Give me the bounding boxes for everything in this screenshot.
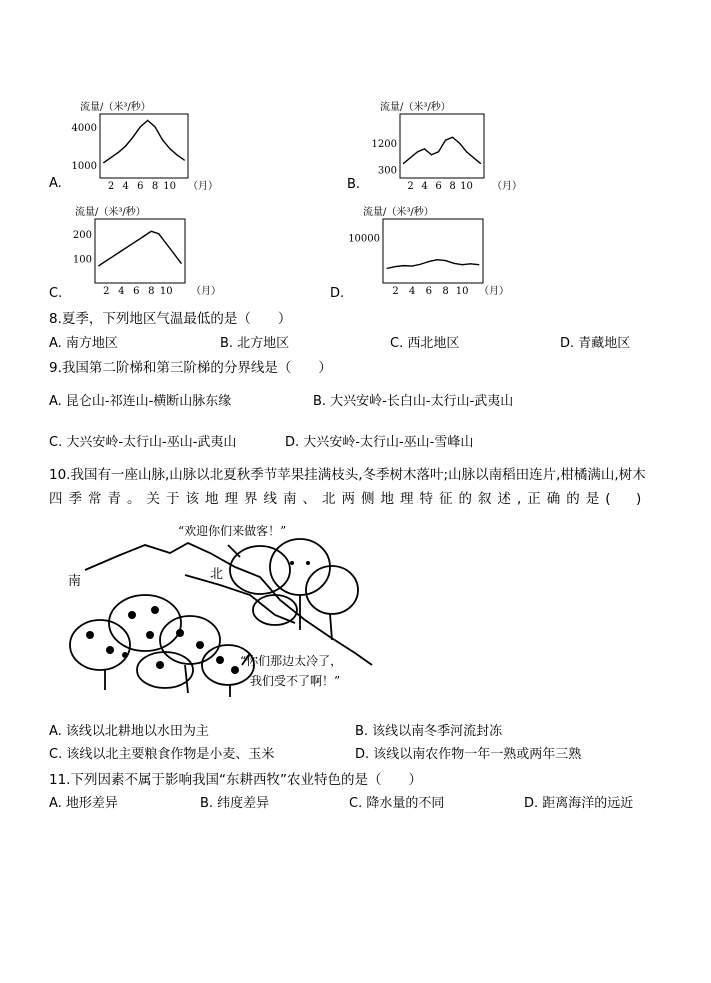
question-11-stem: 11.下列因素不属于影响我国“东耕西牧”农业特色的是（ ） <box>49 772 422 788</box>
flow-data-point <box>106 260 107 261</box>
flow-series-line <box>387 260 479 269</box>
flow-data-point <box>438 151 439 152</box>
question-8-stem: 8.夏季，下列地区气温最低的是（ ） <box>49 311 292 327</box>
flow-data-point <box>143 236 144 237</box>
flow-chart-a <box>70 100 218 192</box>
y-tick-label: 4000 <box>71 122 97 134</box>
question-11-option-b[interactable]: B. 纬度差异 <box>200 796 270 811</box>
question-10-option-a[interactable]: A. 该线以北耕地以水田为主 <box>49 724 209 739</box>
x-tick-label: 10 <box>163 181 177 192</box>
x-tick-label: 4 <box>118 286 125 297</box>
x-tick-label: 8 <box>442 286 449 297</box>
flow-data-point <box>98 265 99 266</box>
flow-data-point <box>445 260 446 261</box>
x-tick-label: 6 <box>137 181 144 192</box>
x-tick-label: 4 <box>421 181 428 192</box>
flow-data-point <box>417 151 418 152</box>
x-unit-label: （月） <box>188 181 218 192</box>
x-tick-label: 4 <box>408 286 416 297</box>
question-8-option-a[interactable]: A. 南方地区 <box>49 336 118 351</box>
flow-data-point <box>110 157 111 158</box>
question-10-stem-line1: 10.我国有一座山脉,山脉以北夏秋季节苹果挂满枝头,冬季树木落叶;山脉以南稻田连片,柑橘满山,树木 <box>49 467 646 483</box>
flow-data-point <box>132 136 133 137</box>
flow-data-point <box>140 126 141 127</box>
flow-data-point <box>437 259 438 260</box>
flow-data-point <box>459 142 460 143</box>
flow-data-point <box>162 139 163 140</box>
flow-data-point <box>466 151 467 152</box>
flow-data-point <box>431 154 432 155</box>
flow-data-point <box>478 264 479 265</box>
flow-data-point <box>480 163 481 164</box>
x-tick-label: 10 <box>159 286 173 297</box>
flow-data-point <box>470 263 471 264</box>
flow-data-point <box>403 265 404 266</box>
x-unit-label: （月） <box>492 181 522 192</box>
question-9-option-b[interactable]: B. 大兴安岭-长白山-太行山-武夷山 <box>313 394 514 409</box>
flow-data-point <box>420 264 421 265</box>
flow-series-line <box>404 137 481 163</box>
y-tick-label: 100 <box>72 254 92 266</box>
flow-data-point <box>151 231 152 232</box>
question-8-option-c[interactable]: C. 西北地区 <box>390 336 460 351</box>
flow-chart-b <box>368 100 522 192</box>
plot-frame <box>383 219 483 283</box>
flow-data-point <box>125 145 126 146</box>
flow-data-point <box>154 126 155 127</box>
flow-chart-d <box>348 205 509 297</box>
flow-data-point <box>453 263 454 264</box>
question-10-option-c[interactable]: C. 该线以北主要粮食作物是小麦、玉米 <box>49 747 275 762</box>
flow-data-point <box>403 163 404 164</box>
flow-data-point <box>473 157 474 158</box>
flow-data-point <box>147 120 148 121</box>
flow-data-point <box>176 154 177 155</box>
question-11-option-d[interactable]: D. 距离海洋的远近 <box>524 796 634 811</box>
x-tick-label: 8 <box>151 181 159 192</box>
x-tick-label: 6 <box>133 286 140 297</box>
south-label: 南 <box>68 574 82 589</box>
flow-data-point <box>452 137 453 138</box>
flow-data-point <box>181 263 182 264</box>
question-11-option-c[interactable]: C. 降水量的不同 <box>349 796 445 811</box>
flow-data-point <box>410 157 411 158</box>
x-tick-label: 8 <box>449 181 456 192</box>
option-label-b: B. <box>347 177 361 192</box>
y-axis-label: 流量/（米³/秒） <box>363 207 434 218</box>
x-tick-label: 2 <box>407 181 414 192</box>
question-9-stem: 9.我国第二阶梯和第三阶梯的分界线是（ ） <box>49 360 332 376</box>
x-unit-label: （月） <box>479 286 509 297</box>
x-tick-label: 2 <box>107 181 115 192</box>
y-tick-label: 1000 <box>71 161 97 173</box>
y-axis-label: 流量/（米³/秒） <box>80 102 151 113</box>
question-8-option-d[interactable]: D. 青藏地区 <box>560 336 631 351</box>
flow-series-line <box>99 231 182 265</box>
question-9-option-c[interactable]: C. 大兴安岭-太行山-巫山-武夷山 <box>49 435 237 450</box>
flow-data-point <box>169 148 170 149</box>
question-10-option-b[interactable]: B. 该线以南冬季河流封冻 <box>355 724 503 739</box>
x-tick-label: 8 <box>148 286 155 297</box>
y-tick-label: 1200 <box>371 139 397 151</box>
x-tick-label: 2 <box>392 286 399 297</box>
question-8-option-b[interactable]: B. 北方地区 <box>220 336 290 351</box>
flow-data-point <box>428 261 429 262</box>
flow-data-point <box>387 268 388 269</box>
boundary-cartoon-illustration <box>60 515 380 700</box>
flow-data-point <box>445 140 446 141</box>
flow-data-point <box>118 152 119 153</box>
option-label-c: C. <box>49 286 63 301</box>
question-10-stem-line2: 四季常青。关于该地理界线南、北两侧地理特征的叙述,正确的是( ) <box>49 491 648 507</box>
flow-data-point <box>395 266 396 267</box>
question-9-option-a[interactable]: A. 昆仑山-祁连山-横断山脉东缘 <box>49 394 232 409</box>
flow-series-line <box>104 120 185 162</box>
x-tick-label: 10 <box>455 286 469 297</box>
y-axis-label: 流量/（米³/秒） <box>75 207 146 218</box>
south-speech-bubble-line2: 我们受不了啊！” <box>250 674 341 688</box>
flow-data-point <box>103 162 104 163</box>
x-tick-label: 6 <box>435 181 442 192</box>
option-label-d: D. <box>330 286 345 301</box>
x-tick-label: 10 <box>460 181 473 192</box>
flow-chart-c <box>65 205 221 297</box>
y-tick-label: 200 <box>72 229 92 241</box>
y-tick-label: 300 <box>377 165 397 177</box>
south-speech-bubble-line1: “你们那边太冷了， <box>240 654 343 668</box>
x-tick-label: 6 <box>425 286 433 297</box>
x-tick-label: 2 <box>103 286 110 297</box>
north-label: 北 <box>210 567 224 582</box>
flow-data-point <box>412 265 413 266</box>
question-10-option-d[interactable]: D. 该线以南农作物一年一熟或两年三熟 <box>355 747 582 762</box>
flow-data-point <box>158 233 159 234</box>
flow-data-point <box>173 253 174 254</box>
flow-data-point <box>136 241 137 242</box>
flow-data-point <box>113 255 114 256</box>
flow-data-point <box>128 245 129 246</box>
flow-data-point <box>121 250 122 251</box>
question-9-option-d[interactable]: D. 大兴安岭-太行山-巫山-雪峰山 <box>285 435 474 450</box>
y-axis-label: 流量/（米³/秒） <box>380 102 451 113</box>
flow-data-point <box>462 264 463 265</box>
flow-data-point <box>166 243 167 244</box>
flow-data-point <box>184 159 185 160</box>
x-tick-label: 4 <box>122 181 129 192</box>
option-label-a: A. <box>49 176 62 191</box>
x-unit-label: （月） <box>191 286 221 297</box>
y-tick-label: 10000 <box>348 233 380 245</box>
flow-data-point <box>424 148 425 149</box>
north-speech-bubble: “欢迎你们来做客！” <box>178 524 287 538</box>
question-11-option-a[interactable]: A. 地形差异 <box>49 796 118 811</box>
